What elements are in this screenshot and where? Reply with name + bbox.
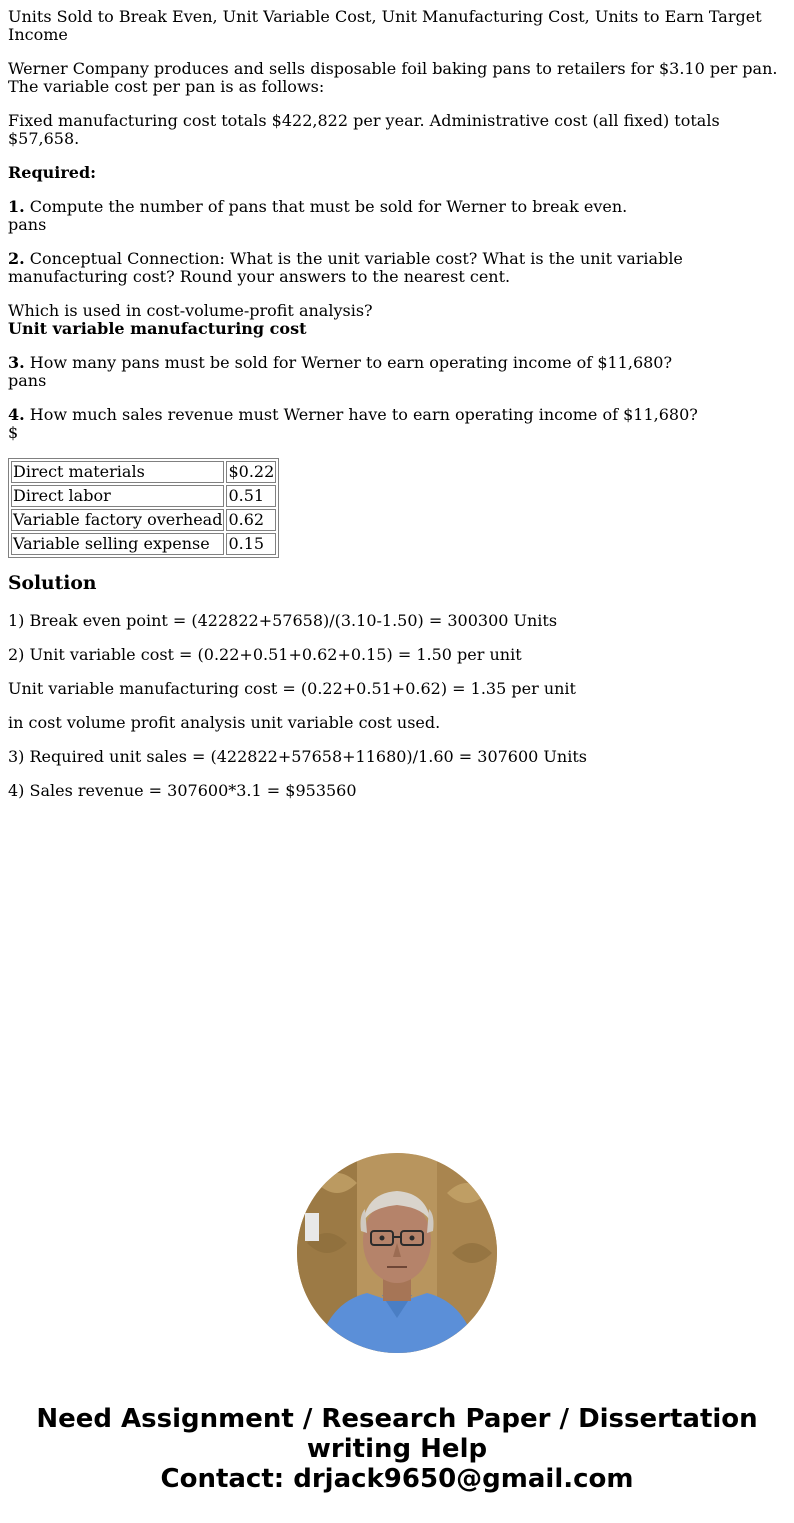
question-4-number: 4. xyxy=(8,405,25,424)
table-row xyxy=(11,533,276,555)
question-3 xyxy=(8,354,786,390)
footer-line: Need Assignment / Research Paper / Dissertation xyxy=(36,1404,758,1434)
question-4-unit: $ xyxy=(8,423,19,442)
fixed-costs-text: Fixed manufacturing cost totals $422,822 per year. Administrative cost (all fixed) totals $57,658. xyxy=(8,111,720,148)
cost-value: 0.15 xyxy=(226,533,276,555)
solution-line: Unit variable manufacturing cost = (0.22+0.51+0.62) = 1.35 per unit xyxy=(8,679,576,698)
problem-intro: Werner Company produces and sells disposable foil baking pans to retailers for $3.10 per pan. The variable cost per pan is as follows: xyxy=(8,59,778,96)
question-2b xyxy=(8,302,786,338)
avatar xyxy=(297,1153,497,1353)
cost-value: 0.62 xyxy=(226,509,276,531)
solution-line: in cost volume profit analysis unit variable cost used. xyxy=(8,713,441,732)
cost-label: Variable selling expense xyxy=(11,533,224,555)
question-1-text: Compute the number of pans that must be sold for Werner to break even. xyxy=(24,197,628,216)
cost-value: $0.22 xyxy=(228,462,275,481)
footer-contact: Contact: drjack9650@gmail.com xyxy=(160,1464,634,1494)
question-2b-answer: Unit variable manufacturing cost xyxy=(8,319,307,338)
table-row xyxy=(11,509,276,531)
question-3-number: 3. xyxy=(8,353,25,372)
solution-heading: Solution xyxy=(8,572,97,594)
question-3-text: How many pans must be sold for Werner to earn operating income of $11,680? xyxy=(24,353,673,372)
cost-label: Variable factory overhead xyxy=(13,510,223,529)
solution-line: 4) Sales revenue = 307600*3.1 = $953560 xyxy=(8,781,357,800)
table-row xyxy=(11,461,276,483)
document-content xyxy=(8,8,786,816)
solution-line: 2) Unit variable cost = (0.22+0.51+0.62+0.15) = 1.50 per unit xyxy=(8,645,522,664)
question-4 xyxy=(8,406,786,442)
question-2 xyxy=(8,250,786,286)
question-2-number: 2. xyxy=(8,249,25,268)
solution-line: 3) Required unit sales = (422822+57658+11680)/1.60 = 307600 Units xyxy=(8,747,587,766)
question-4-text: How much sales revenue must Werner have to earn operating income of $11,680? xyxy=(24,405,698,424)
question-1-number: 1. xyxy=(8,197,25,216)
question-2b-text: Which is used in cost-volume-profit analysis? xyxy=(8,301,373,320)
question-3-unit: pans xyxy=(8,371,47,390)
table-row xyxy=(11,485,276,507)
footer-banner xyxy=(0,1404,794,1494)
question-1 xyxy=(8,198,786,234)
footer-line: writing Help xyxy=(306,1434,488,1464)
question-1-unit: pans xyxy=(8,215,47,234)
cost-label: Direct labor xyxy=(11,485,224,507)
required-label: Required: xyxy=(8,163,97,182)
problem-title: Units Sold to Break Even, Unit Variable Cost, Unit Manufacturing Cost, Units to Earn Target Income xyxy=(8,7,762,44)
variable-cost-table xyxy=(8,458,279,558)
cost-label: Direct materials xyxy=(11,461,224,483)
avatar-portrait-image xyxy=(297,1153,497,1353)
cost-value: 0.51 xyxy=(226,485,276,507)
question-2-text: Conceptual Connection: What is the unit variable cost? What is the unit variable manufacturing cost? Round your answers to the nearest cent. xyxy=(8,249,683,286)
solution-line: 1) Break even point = (422822+57658)/(3.10-1.50) = 300300 Units xyxy=(8,611,558,630)
